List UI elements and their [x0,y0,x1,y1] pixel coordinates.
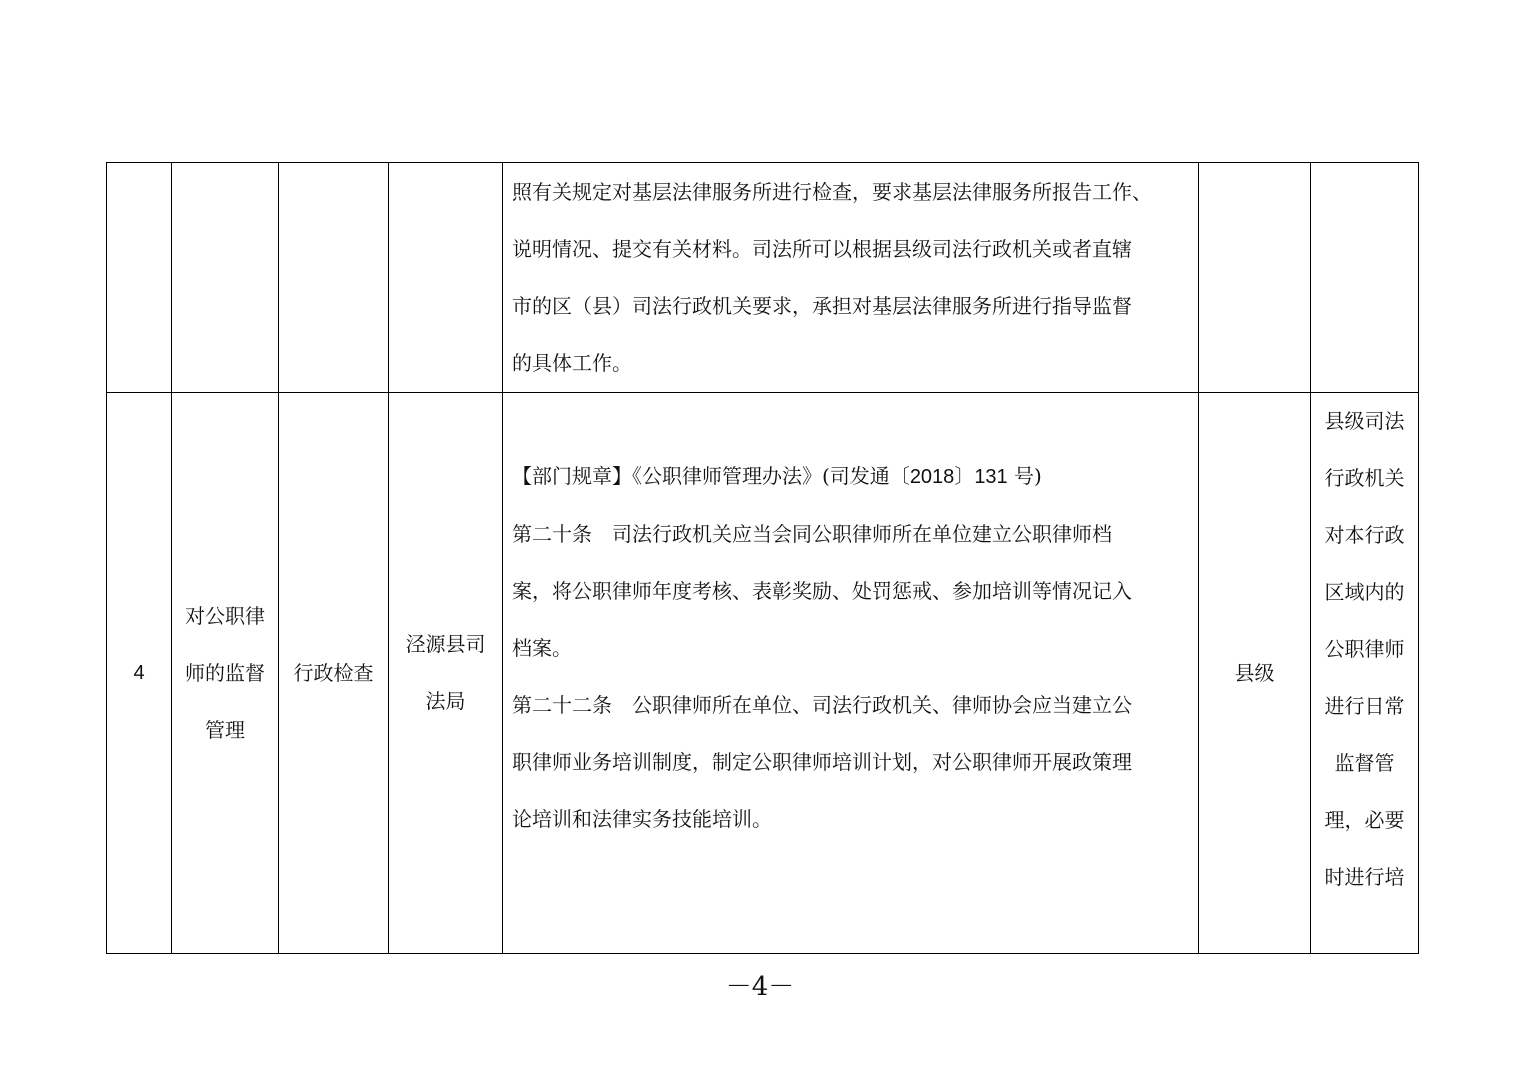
regulation-title [512,448,1190,506]
note-line: 对本行政 [1324,523,1405,547]
content-line: 说明情况、提交有关材料。司法所可以根据县级司法行政机关或者直辖 [512,237,1132,261]
regulation-year: 2018 [909,466,955,488]
cell-note [1311,393,1419,954]
article-20-title: 第二十条 [512,522,592,546]
note-line: 县级司法 [1324,409,1405,433]
article-22-title: 第二十二条 [512,693,612,717]
note-line: 进行日常 [1324,694,1405,718]
regulation-suffix: 号) [1007,464,1042,488]
document-table [106,162,1419,954]
cell-item-name [172,393,279,954]
cell-item-name-empty [172,163,279,393]
cell-legal-basis [503,393,1199,954]
regulation-bracket: 〕 [954,464,975,488]
cell-category: 行政检查 [279,393,389,954]
cell-legal-basis-continuation [503,163,1199,393]
agency-line: 泾源县司 [405,632,486,656]
content-line: 的具体工作。 [512,351,632,375]
note-line: 监督管 [1334,751,1395,775]
cell-level: 县级 [1199,393,1311,954]
cell-row-number: 4 [107,393,172,954]
article-22-text: 论培训和法律实务技能培训。 [512,807,772,831]
regulation-number: 131 [974,466,1008,488]
article-20-text: 档案。 [512,636,572,660]
article-22-text: 职律师业务培训制度，制定公职律师培训计划，对公职律师开展政策理 [512,750,1132,774]
article-22-line [512,677,1190,734]
note-line: 理，必要 [1324,808,1405,832]
regulation-prefix: 【部门规章】《公职律师管理办法》(司发通〔 [512,464,910,488]
article-22-text: 公职律师所在单位、司法行政机关、律师协会应当建立公 [632,693,1132,717]
agency-line: 法局 [425,689,466,713]
cell-number-empty [107,163,172,393]
article-20-text: 案，将公职律师年度考核、表彰奖励、处罚惩戒、参加培训等情况记入 [512,579,1132,603]
cell-agency-empty [389,163,503,393]
note-line: 行政机关 [1324,466,1405,490]
note-line: 时进行培 [1324,865,1405,889]
note-line: 区域内的 [1324,580,1405,604]
cell-note-empty [1311,163,1419,393]
note-line: 公职律师 [1324,637,1405,661]
cell-agency [389,393,503,954]
content-line: 照有关规定对基层法律服务所进行检查，要求基层法律服务所报告工作、 [512,180,1152,204]
cell-category-empty [279,163,389,393]
item-name-line: 师的监督 [185,660,265,685]
article-20-text: 司法行政机关应当会同公职律师所在单位建立公职律师档 [612,522,1112,546]
content-line: 市的区（县）司法行政机关要求，承担对基层法律服务所进行指导监督 [512,294,1132,318]
table-row-continuation [107,163,1419,393]
cell-level-empty [1199,163,1311,393]
article-20-line [512,506,1190,563]
table-row-4 [107,393,1419,954]
item-name-line: 管理 [205,717,245,742]
page-number: －4－ [725,972,795,1002]
item-name-line: 对公职律 [185,603,265,628]
